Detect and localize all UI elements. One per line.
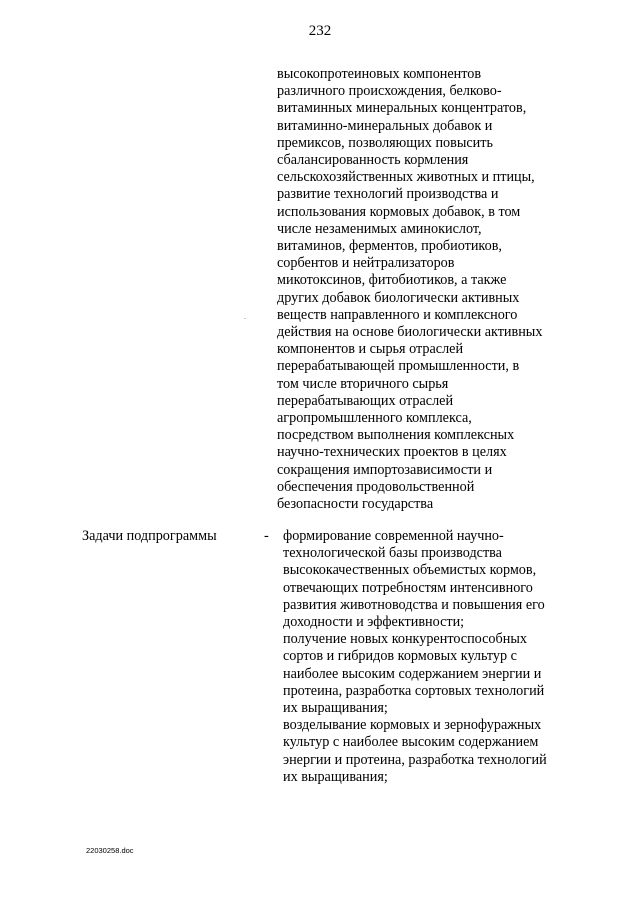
text-line: премиксов, позволяющих повысить: [277, 134, 493, 151]
text-line: посредством выполнения комплексных: [277, 427, 515, 444]
text-line: их выращивания;: [283, 768, 388, 785]
text-line: обеспечения продовольственной: [277, 478, 475, 495]
text-line: доходности и эффективности;: [283, 614, 465, 631]
text-line: витаминно-минеральных добавок и: [277, 117, 493, 134]
text-line: наиболее высоким содержанием энергии и: [283, 665, 542, 682]
text-line: витаминных минеральных концентратов,: [277, 100, 527, 117]
text-line: отвечающих потребностям интенсивного: [283, 579, 533, 596]
tasks-label: Задачи подпрограммы: [82, 528, 217, 544]
text-line: компонентов и сырья отраслей: [277, 341, 464, 358]
text-line: веществ направленного и комплексного: [277, 306, 518, 323]
text-line: технологической базы производства: [283, 545, 502, 562]
text-line: витаминов, ферментов, пробиотиков,: [277, 238, 502, 255]
tasks-dash: -: [264, 528, 269, 544]
text-line: сокращения импортозависимости и: [277, 461, 493, 478]
tasks-list: [283, 528, 603, 786]
text-line: использования кормовых добавок, в том: [277, 203, 521, 220]
text-line: протеина, разработка сортовых технологий: [283, 682, 545, 699]
text-line: сбалансированность кормления: [277, 152, 469, 169]
footer-filename: 22030258.doc: [86, 846, 134, 855]
intro-paragraph: [277, 66, 597, 513]
page-number: 232: [308, 23, 332, 39]
text-line: агропромышленного комплекса,: [277, 410, 472, 427]
scan-speck: [244, 318, 246, 319]
text-line: их выращивания;: [283, 700, 388, 717]
text-line: различного происхождения, белково-: [277, 83, 502, 100]
text-line: сорбентов и нейтрализаторов: [277, 255, 455, 272]
text-line: действия на основе биологически активных: [277, 324, 543, 341]
text-line: высококачественных объемистых кормов,: [283, 562, 537, 579]
text-line: развитие технологий производства и: [277, 186, 499, 203]
text-line: энергии и протеина, разработка технологий: [283, 751, 547, 768]
text-line: безопасности государства: [277, 496, 434, 513]
text-line: высокопротеиновых компонентов: [277, 66, 482, 82]
text-line: числе незаменимых аминокислот,: [277, 220, 482, 237]
text-line: формирование современной научно-: [283, 528, 504, 544]
text-line: микотоксинов, фитобиотиков, а также: [277, 272, 507, 289]
text-line: развития животноводства и повышения его: [283, 596, 545, 613]
text-line: научно-технических проектов в целях: [277, 444, 507, 461]
text-line: том числе вторичного сырья: [277, 375, 449, 392]
text-line: возделывание кормовых и зернофуражных: [283, 717, 542, 734]
text-line: сельскохозяйственных животных и птицы,: [277, 169, 535, 186]
text-line: перерабатывающих отраслей: [277, 392, 454, 409]
text-line: других добавок биологически активных: [277, 289, 520, 306]
text-line: получение новых конкурентоспособных: [283, 631, 527, 648]
text-line: сортов и гибридов кормовых культур с: [283, 648, 517, 665]
text-line: культур с наиболее высоким содержанием: [283, 734, 539, 751]
text-line: перерабатывающей промышленности, в: [277, 358, 520, 375]
